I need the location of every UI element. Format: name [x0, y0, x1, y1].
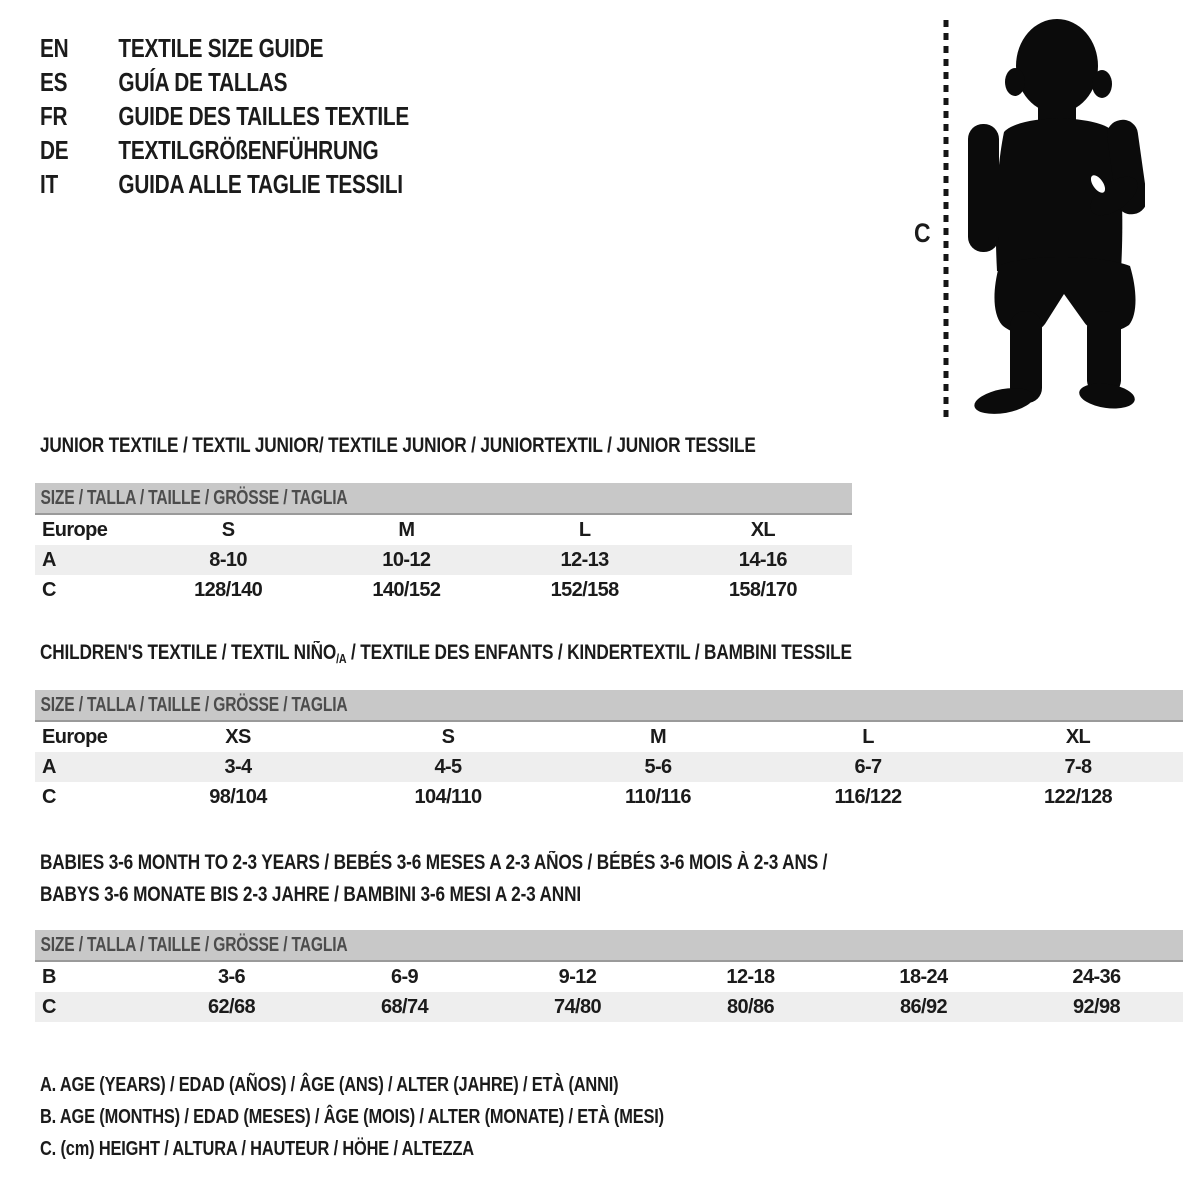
table-row: [35, 545, 852, 575]
table-row: [35, 575, 852, 605]
children-heading-text: / TEXTILE DES ENFANTS / KINDERTEXTIL / BAMBINI TESSILE: [346, 641, 852, 664]
table-cell: 128/140: [194, 578, 263, 601]
language-label: GUÍA DE TALLAS: [118, 67, 288, 97]
table-cell: L: [862, 725, 874, 748]
row-label-cell: A: [42, 548, 56, 571]
size-header-bar: [35, 483, 852, 515]
language-row: [40, 31, 409, 65]
language-row: [40, 65, 409, 99]
babies-size-table: [35, 930, 1183, 1022]
table-cell: 5-6: [644, 755, 672, 778]
children-table: [35, 722, 1183, 812]
table-row: [35, 992, 1183, 1022]
table-cell: 68/74: [380, 995, 429, 1018]
table-cell: 104/110: [414, 785, 482, 808]
language-label: TEXTILE SIZE GUIDE: [118, 33, 324, 63]
row-label-cell: C: [42, 785, 56, 808]
table-cell: 122/128: [1043, 785, 1113, 808]
table-cell: 3-6: [217, 965, 246, 988]
table-cell: 92/98: [1072, 995, 1121, 1018]
language-label: GUIDA ALLE TAGLIE TESSILI: [118, 169, 403, 199]
table-cell: XL: [1065, 725, 1091, 748]
table-cell: 158/170: [728, 578, 797, 601]
language-label: GUIDE DES TAILLES TEXTILE: [118, 101, 410, 131]
table-cell: XS: [225, 725, 251, 748]
table-cell: 7-8: [1064, 755, 1092, 778]
table-row: [35, 962, 1183, 992]
language-code: DE: [40, 135, 69, 165]
children-heading-subscript: /A: [336, 651, 347, 666]
table-cell: 62/68: [207, 995, 256, 1018]
row-label-cell: Europe: [42, 725, 108, 748]
toddler-silhouette-icon: [960, 16, 1145, 421]
table-row: [35, 722, 1183, 752]
table-row: [35, 752, 1183, 782]
row-label-cell: C: [42, 995, 56, 1018]
footnote-a: A. AGE (YEARS) / EDAD (AÑOS) / ÂGE (ANS) / ALTER (JAHRE) / ETÀ (ANNI): [40, 1074, 619, 1096]
children-size-table: [35, 690, 1183, 812]
table-cell: 152/158: [550, 578, 619, 601]
row-label-cell: Europe: [42, 518, 108, 541]
height-figure: [905, 16, 1155, 426]
footnote-c: C. (cm) HEIGHT / ALTURA / HAUTEUR / HÖHE / ALTEZZA: [40, 1138, 474, 1160]
table-row: [35, 782, 1183, 812]
row-label-cell: A: [42, 755, 56, 778]
table-cell: 6-7: [854, 755, 882, 778]
babies-section-heading: [40, 847, 827, 911]
table-cell: L: [578, 518, 591, 541]
language-row: [40, 167, 409, 201]
language-code: EN: [40, 33, 69, 63]
size-header-bar: [35, 930, 1183, 962]
table-cell: S: [441, 725, 455, 748]
table-cell: XL: [750, 518, 776, 541]
junior-size-table: [35, 483, 852, 605]
table-cell: 98/104: [209, 785, 267, 808]
language-code: IT: [40, 169, 59, 199]
table-cell: 24-36: [1072, 965, 1121, 988]
measure-label-c: C: [914, 218, 931, 248]
table-cell: S: [221, 518, 235, 541]
table-cell: 8-10: [209, 548, 247, 571]
table-cell: 4-5: [434, 755, 462, 778]
language-label: TEXTILGRÖßENFÜHRUNG: [118, 135, 379, 165]
row-label-cell: B: [42, 965, 56, 988]
table-cell: 12-13: [560, 548, 609, 571]
table-cell: 3-4: [224, 755, 252, 778]
table-cell: 80/86: [726, 995, 775, 1018]
babies-table: [35, 962, 1183, 1022]
table-cell: M: [398, 518, 415, 541]
language-row: [40, 133, 409, 167]
table-cell: 12-18: [726, 965, 775, 988]
language-code: FR: [40, 101, 68, 131]
table-cell: 10-12: [382, 548, 431, 571]
children-section-heading: [40, 641, 852, 666]
size-header-label: SIZE / TALLA / TAILLE / GRÖSSE / TAGLIA: [40, 934, 348, 956]
table-cell: 14-16: [738, 548, 787, 571]
table-cell: 18-24: [899, 965, 948, 988]
language-list: [40, 31, 501, 201]
footnotes: [40, 1069, 801, 1165]
table-row: [35, 515, 852, 545]
language-row: [40, 99, 409, 133]
height-dash-line: [941, 16, 951, 420]
children-heading-text: CHILDREN'S TEXTILE / TEXTIL NIÑO: [40, 641, 337, 664]
row-label-cell: C: [42, 578, 56, 601]
size-header-label: SIZE / TALLA / TAILLE / GRÖSSE / TAGLIA: [40, 694, 348, 716]
table-cell: 9-12: [558, 965, 597, 988]
table-cell: M: [649, 725, 667, 748]
table-cell: 6-9: [390, 965, 419, 988]
junior-table: [35, 515, 852, 605]
babies-heading-line2: BABYS 3-6 MONATE BIS 2-3 JAHRE / BAMBINI 3-6 MESI A 2-3 ANNI: [40, 883, 581, 906]
table-cell: 110/116: [625, 785, 691, 808]
size-header-label: SIZE / TALLA / TAILLE / GRÖSSE / TAGLIA: [40, 487, 348, 509]
babies-heading-line1: BABIES 3-6 MONTH TO 2-3 YEARS / BEBÉS 3-6 MESES A 2-3 AÑOS / BÉBÉS 3-6 MOIS À 2-3 ANS /: [40, 851, 828, 874]
table-cell: 74/80: [553, 995, 602, 1018]
junior-section-heading: JUNIOR TEXTILE / TEXTIL JUNIOR/ TEXTILE JUNIOR / JUNIORTEXTIL / JUNIOR TESSILE: [40, 434, 756, 457]
table-cell: 116/122: [834, 785, 902, 808]
table-cell: 86/92: [899, 995, 948, 1018]
size-header-bar: [35, 690, 1183, 722]
language-code: ES: [40, 67, 68, 97]
table-cell: 140/152: [372, 578, 441, 601]
footnote-b: B. AGE (MONTHS) / EDAD (MESES) / ÂGE (MOIS) / ALTER (MONATE) / ETÀ (MESI): [40, 1106, 664, 1128]
